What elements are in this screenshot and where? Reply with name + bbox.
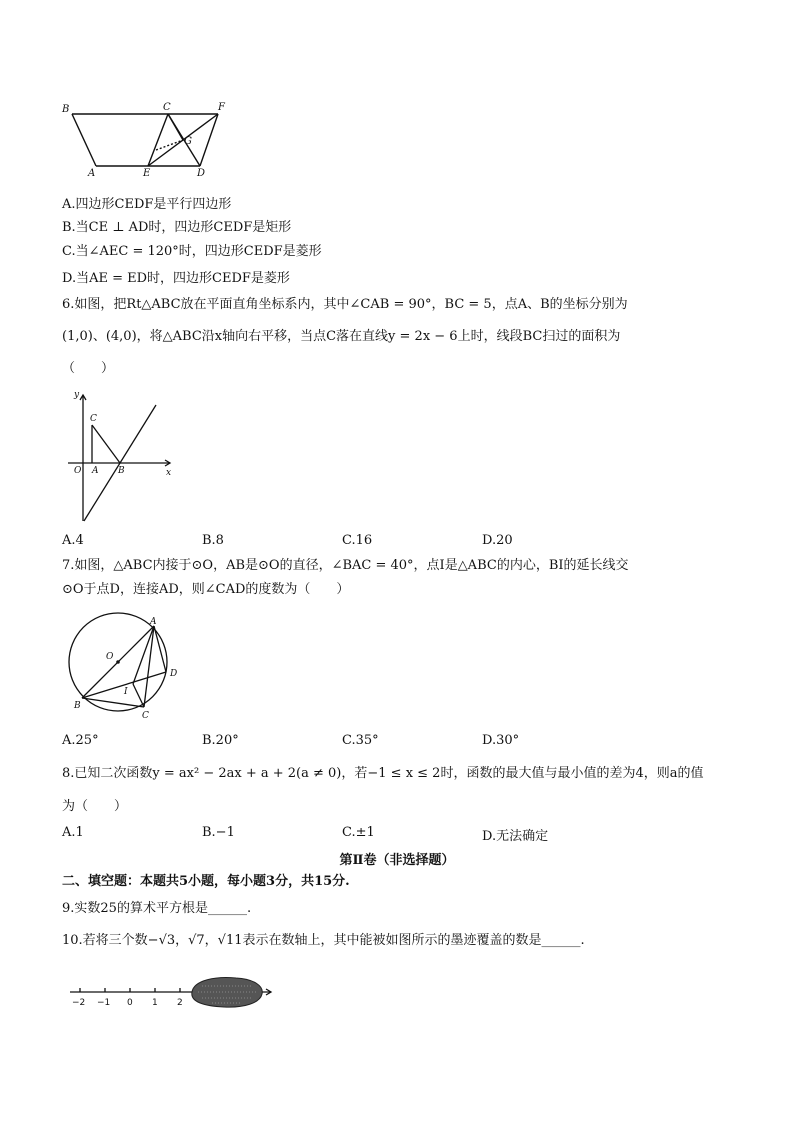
q7-stem-line2: ⊙O于点D，连接AD，则∠CAD的度数为（ ） <box>62 582 350 597</box>
label-o: O <box>74 466 82 476</box>
segment-cg <box>168 114 183 140</box>
q6-option-c: C.16 <box>342 533 373 548</box>
label-y: y <box>74 390 80 400</box>
label-c: C <box>142 711 149 721</box>
q5-option-d: D.当AE = ED时，四边形CEDF是菱形 <box>62 271 290 286</box>
label-a: A <box>150 617 157 627</box>
q5-figure <box>60 100 240 180</box>
q10-number-line <box>66 970 286 1015</box>
label-g: G <box>184 136 192 147</box>
label-d: D <box>197 168 206 179</box>
q5-option-b: B.当CE ⊥ AD时，四边形CEDF是矩形 <box>62 220 292 235</box>
q8-option-d: D.无法确定 <box>482 829 549 844</box>
label-a: A <box>92 466 99 476</box>
tick-label-2: 2 <box>177 998 183 1008</box>
tick-label-1: 1 <box>152 998 158 1008</box>
q7-figure <box>62 612 192 722</box>
center-dot <box>116 660 120 664</box>
label-b: B <box>62 104 70 115</box>
section2-title: 二、填空题：本题共5小题，每小题3分，共15分. <box>62 874 350 889</box>
q8-option-c: C.±1 <box>342 825 375 840</box>
q5-option-c: C.当∠AEC = 120°时，四边形CEDF是菱形 <box>62 244 322 259</box>
segment-fd <box>200 114 218 166</box>
q6-option-d: D.20 <box>482 533 513 548</box>
q7-option-d: D.30° <box>482 733 520 748</box>
q8-stem-line2: 为（ ） <box>62 799 128 814</box>
segment-ci <box>133 684 144 707</box>
q7-option-b: B.20° <box>202 733 239 748</box>
tick-label-0: 0 <box>127 998 133 1008</box>
q7-option-a: A.25° <box>62 733 99 748</box>
segment-ba <box>72 114 96 166</box>
label-b: B <box>118 466 125 476</box>
segment-cb <box>92 425 120 463</box>
label-c: C <box>163 102 171 113</box>
tick-label-minus1: −1 <box>97 998 111 1008</box>
label-c: C <box>90 414 97 424</box>
label-x: x <box>166 468 172 478</box>
q8-option-b: B.−1 <box>202 825 235 840</box>
q6-stem-line1: 6.如图，把Rt△ABC放在平面直角坐标系内，其中∠CAB = 90°，BC = 5，点A、B的坐标分别为 <box>62 297 628 312</box>
label-i: I <box>124 687 128 697</box>
q7-option-c: C.35° <box>342 733 379 748</box>
q10-stem: 10.若将三个数−√3，√7，√11表示在数轴上，其中能被如图所示的墨迹覆盖的数是______. <box>62 933 585 948</box>
label-a: A <box>88 168 96 179</box>
q8-option-a: A.1 <box>62 825 84 840</box>
q7-stem-line1: 7.如图，△ABC内接于⊙O，AB是⊙O的直径，∠BAC = 40°，点I是△ABC的内心，BI的延长线交 <box>62 558 629 573</box>
q6-option-b: B.8 <box>202 533 224 548</box>
segment-dashed <box>156 140 183 150</box>
segment-ad <box>154 626 166 672</box>
label-o: O <box>106 652 114 662</box>
q5-option-a: A.四边形CEDF是平行四边形 <box>62 197 232 212</box>
part2-title: 第Ⅱ卷（非选择题） <box>339 853 455 868</box>
label-b: B <box>74 701 81 711</box>
q9-stem: 9.实数25的算术平方根是______. <box>62 901 252 916</box>
q6-stem-line3: （ ） <box>62 361 115 376</box>
q6-stem-line2: (1,0)、(4,0)，将△ABC沿x轴向右平移，当点C落在直线y = 2x − 6上时，线段BC扫过的面积为 <box>62 329 621 344</box>
q6-figure <box>62 385 182 525</box>
label-d: D <box>170 669 178 679</box>
q6-option-a: A.4 <box>62 533 84 548</box>
label-e: E <box>143 168 151 179</box>
label-f: F <box>218 102 225 113</box>
tick-label-minus2: −2 <box>72 998 86 1008</box>
q8-stem-line1: 8.已知二次函数y = ax² − 2ax + a + 2(a ≠ 0)，若−1 ≤ x ≤ 2时，函数的最大值与最小值的差为4，则a的值 <box>62 766 704 781</box>
